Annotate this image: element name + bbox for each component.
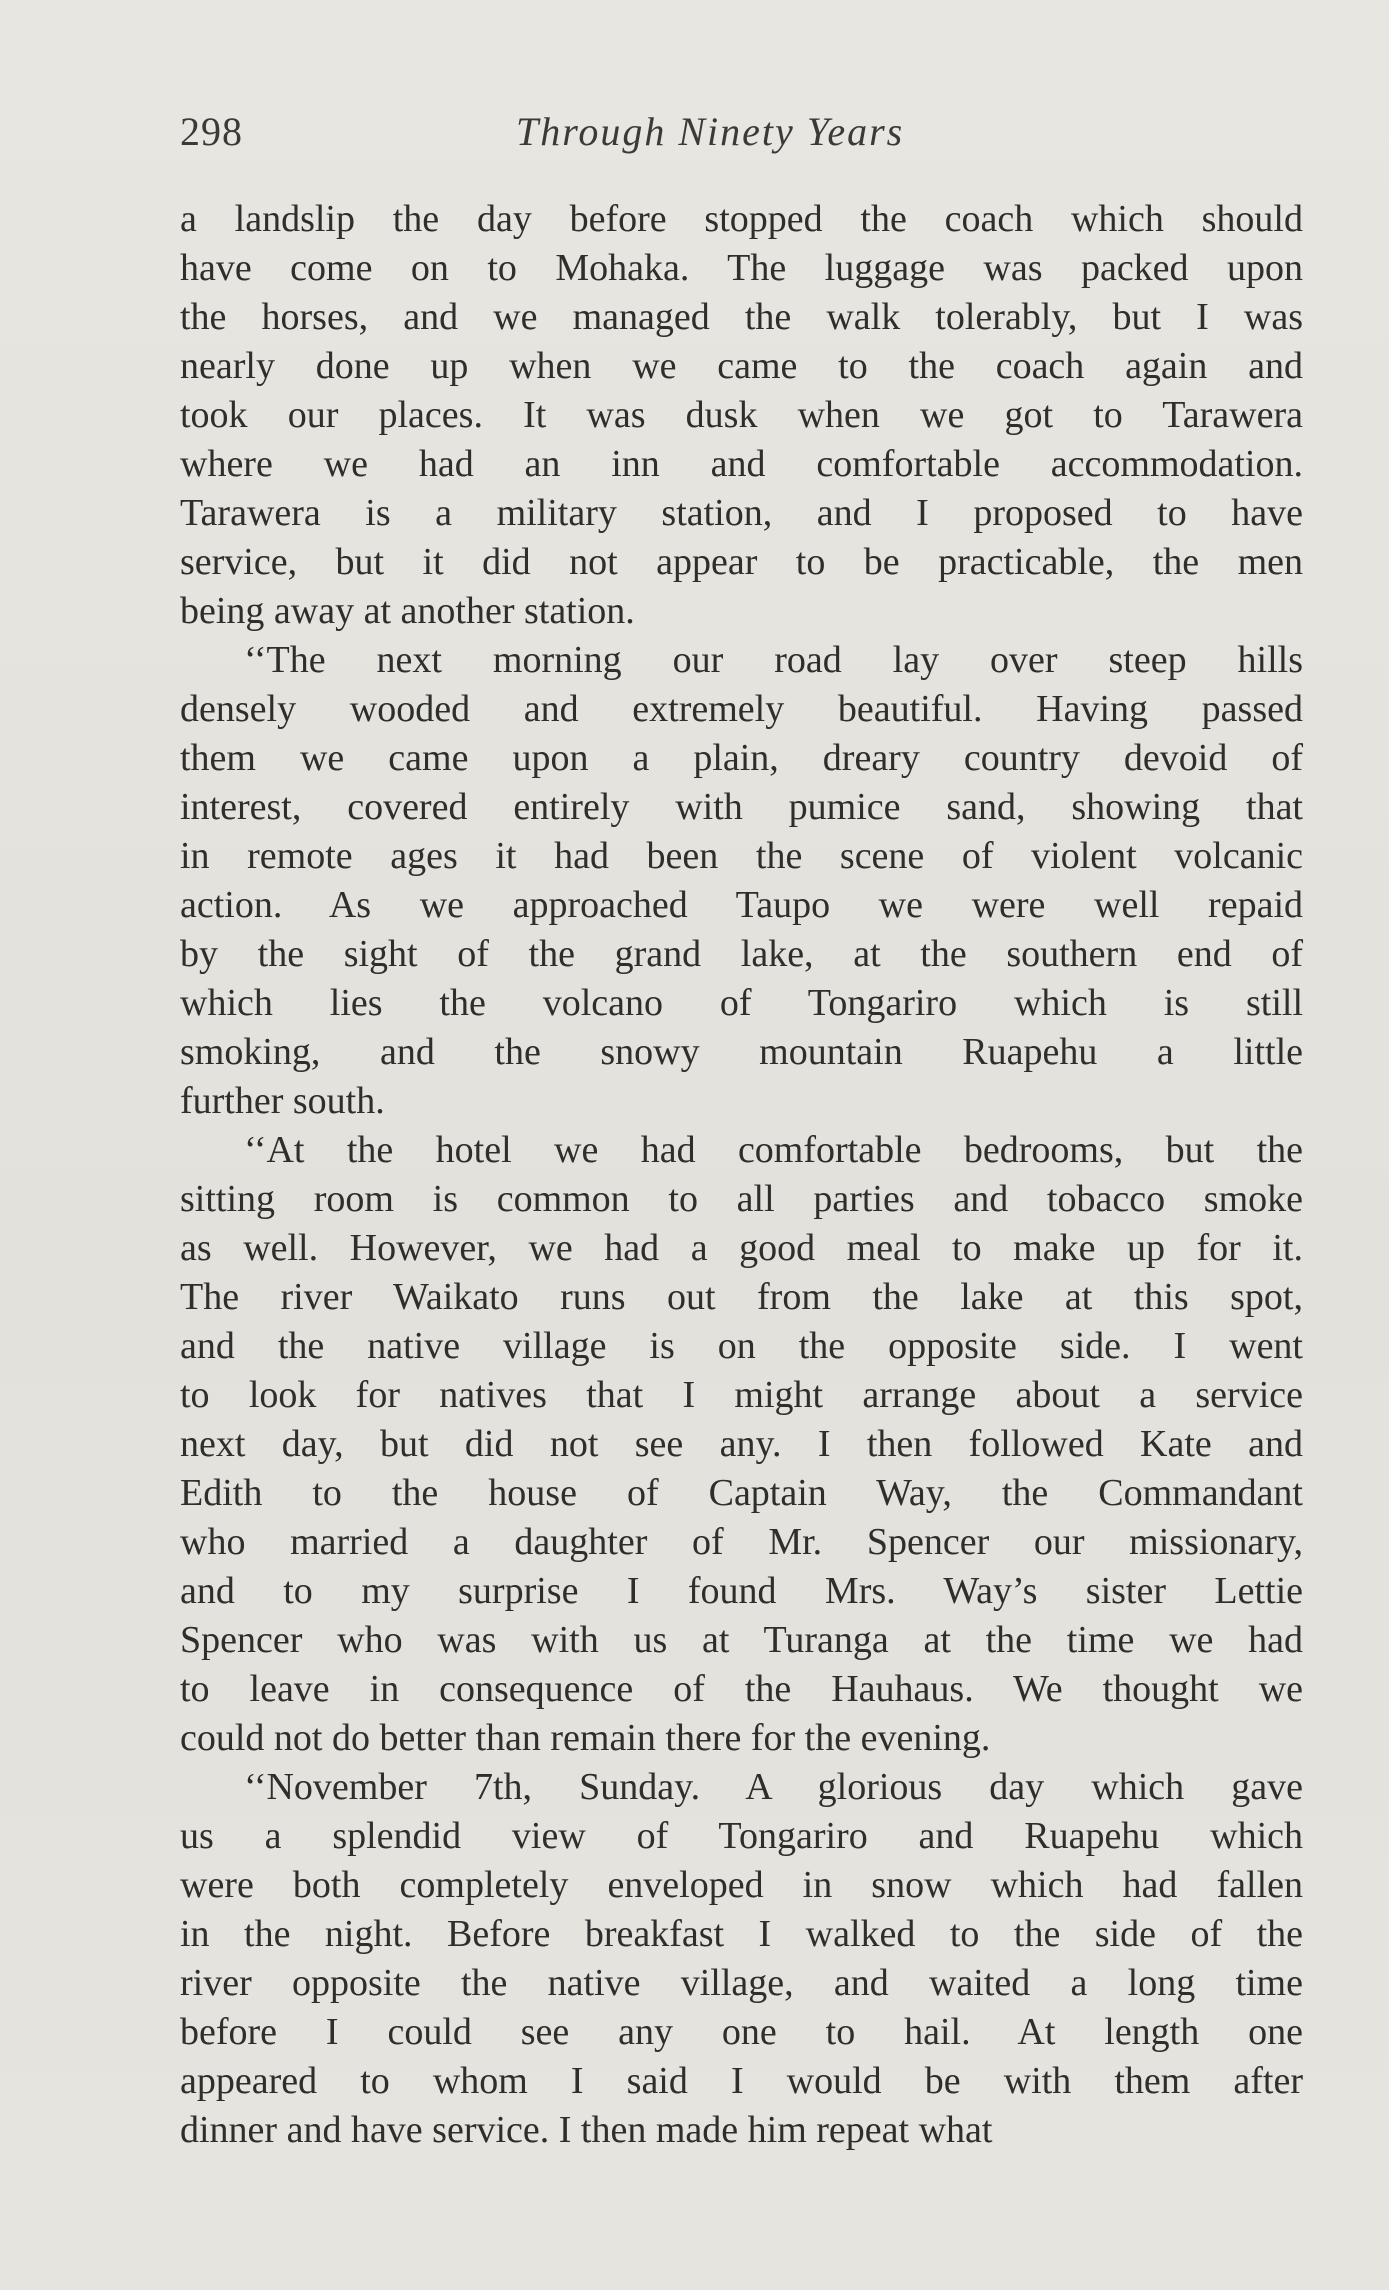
text-line: have come on to Mohaka. The luggage was packed upon <box>180 247 1303 289</box>
text-line: dinner and have service. I then made him repeat what <box>180 2109 993 2151</box>
text-line: Tarawera is a military station, and I proposed to have <box>180 492 1303 534</box>
text-line: ‘‘November 7th, Sunday. A glorious day which gave <box>244 1766 1303 1808</box>
paragraph <box>180 1126 1303 1763</box>
text-line: which lies the volcano of Tongariro which is still <box>180 982 1303 1024</box>
text-line: appeared to whom I said I would be with them after <box>180 2060 1303 2102</box>
text-line: them we came upon a plain, dreary country devoid of <box>180 737 1303 779</box>
text-line: service, but it did not appear to be practicable, the men <box>180 541 1303 583</box>
paragraph <box>180 1763 1303 2155</box>
text-line: to look for natives that I might arrange about a service <box>180 1374 1303 1416</box>
text-line: smoking, and the snowy mountain Ruapehu a little <box>180 1031 1303 1073</box>
text-line: action. As we approached Taupo we were well repaid <box>180 884 1303 926</box>
text-line: where we had an inn and comfortable accommodation. <box>180 443 1303 485</box>
text-line: and to my surprise I found Mrs. Way’s sister Lettie <box>180 1570 1303 1612</box>
text-line: nearly done up when we came to the coach again and <box>180 345 1303 387</box>
text-line: Edith to the house of Captain Way, the Commandant <box>180 1472 1303 1514</box>
text-line: in remote ages it had been the scene of violent volcanic <box>180 835 1303 877</box>
text-line: the horses, and we managed the walk tolerably, but I was <box>180 296 1303 338</box>
text-line: river opposite the native village, and waited a long time <box>180 1962 1303 2004</box>
text-line: could not do better than remain there for the evening. <box>180 1717 991 1759</box>
text-line: densely wooded and extremely beautiful. Having passed <box>180 688 1303 730</box>
text-line: Spencer who was with us at Turanga at the time we had <box>180 1619 1303 1661</box>
text-line: took our places. It was dusk when we got to Tarawera <box>180 394 1303 436</box>
text-line: us a splendid view of Tongariro and Ruapehu which <box>180 1815 1303 1857</box>
text-line: sitting room is common to all parties and tobacco smoke <box>180 1178 1303 1220</box>
text-line: and the native village is on the opposite side. I went <box>180 1325 1303 1367</box>
page-header <box>180 108 1303 168</box>
body-text <box>180 195 1303 2155</box>
paragraph <box>180 636 1303 1126</box>
text-line: a landslip the day before stopped the coach which should <box>180 198 1303 240</box>
page-number: 298 <box>180 109 243 154</box>
text-line: The river Waikato runs out from the lake at this spot, <box>180 1276 1303 1318</box>
text-line: ‘‘The next morning our road lay over steep hills <box>244 639 1303 681</box>
text-line: were both completely enveloped in snow which had fallen <box>180 1864 1303 1906</box>
paragraph <box>180 195 1303 636</box>
running-title: Through Ninety Years <box>516 109 905 154</box>
text-line: as well. However, we had a good meal to make up for it. <box>180 1227 1303 1269</box>
text-line: who married a daughter of Mr. Spencer our missionary, <box>180 1521 1303 1563</box>
text-line: ‘‘At the hotel we had comfortable bedrooms, but the <box>244 1129 1303 1171</box>
text-line: interest, covered entirely with pumice sand, showing that <box>180 786 1303 828</box>
text-line: next day, but did not see any. I then followed Kate and <box>180 1423 1303 1465</box>
text-line: to leave in consequence of the Hauhaus. We thought we <box>180 1668 1303 1710</box>
text-line: by the sight of the grand lake, at the southern end of <box>180 933 1303 975</box>
text-line: further south. <box>180 1080 385 1122</box>
text-line: being away at another station. <box>180 590 635 632</box>
text-line: before I could see any one to hail. At length one <box>180 2011 1303 2053</box>
text-line: in the night. Before breakfast I walked to the side of the <box>180 1913 1303 1955</box>
